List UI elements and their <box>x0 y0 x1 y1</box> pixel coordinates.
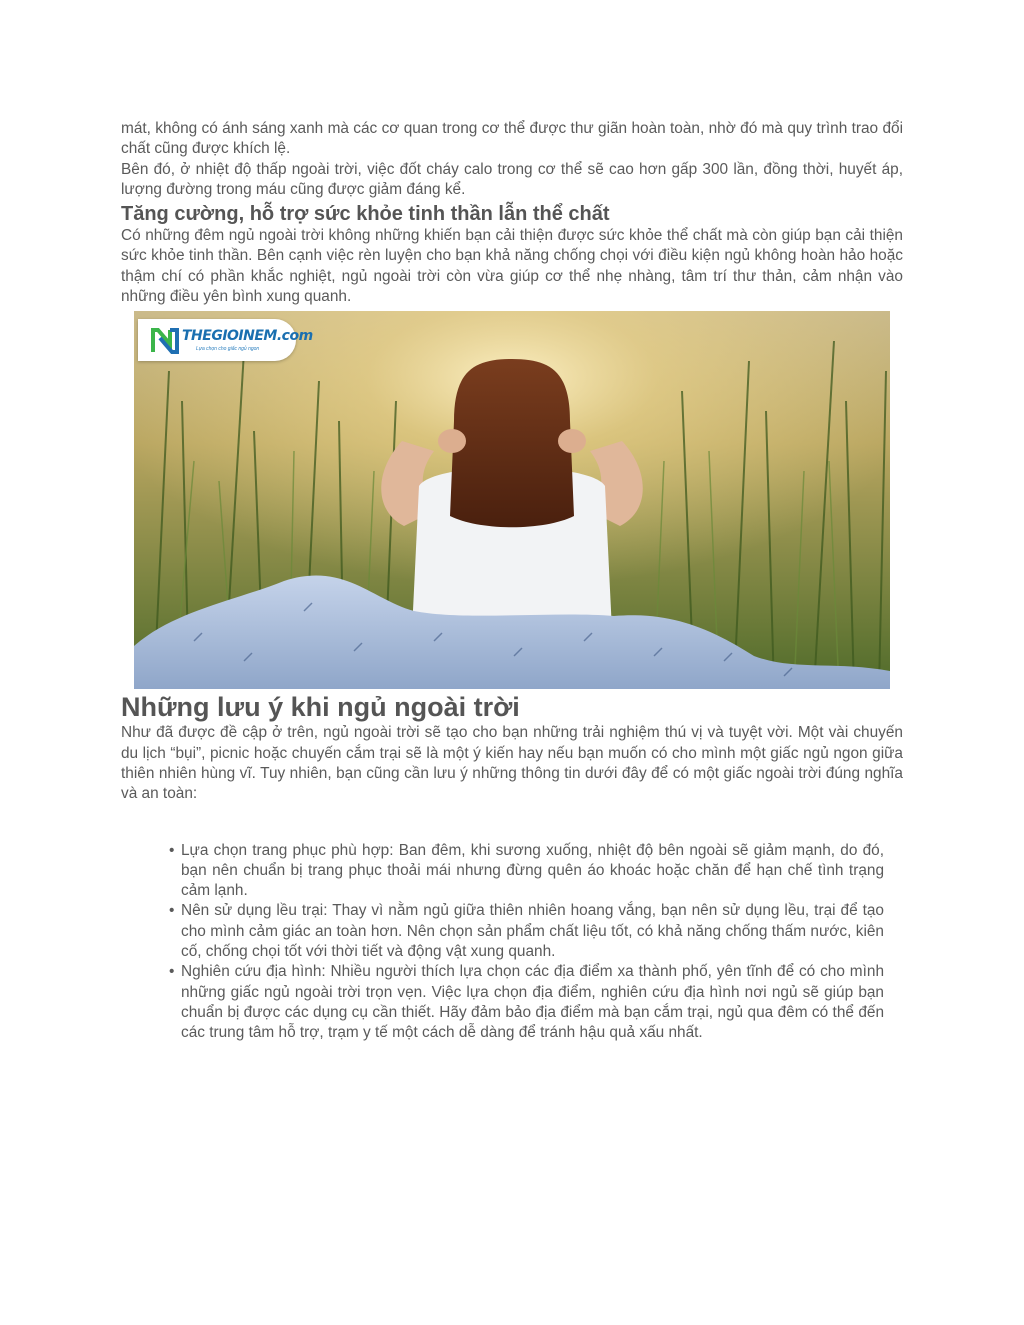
list-item: • Nghiên cứu địa hình: Nhiều người thích lựa chọn các địa điểm xa thành phố, yên tĩnh để có cho mình những giấc ngủ ngoài trời trọn vẹn. Việc lựa chọn địa điểm, nghiên cứu địa hình nơi ngủ sẽ giúp bạn chuẩn bị được các dụng cụ cần thiết. Hãy đảm bảo địa điểm mà bạn cắm trại, ngủ qua đêm có thể đến các trung tâm hỗ trợ, trạm y tế một cách dễ dàng để tránh hậu quả xấu nhất. <box>169 963 884 1042</box>
logo-wordmark: THEGIOINEM.com <box>182 328 313 345</box>
bullet-icon: • <box>169 902 175 920</box>
section-paragraph-mental-physical-health: Có những đêm ngủ ngoài trời không những khiến bạn cải thiện được sức khỏe thể chất mà còn giúp bạn cải thiện sức khỏe tinh thần. Bên cạnh việc rèn luyện cho bạn khả năng chống chọi với điều kiện ngủ không hoàn hảo hoặc thậm chí có phần khắc nghiệt, ngủ ngoài trời còn vừa giúp cơ thể nhẹ nhàng, tâm trí thư thản, cảm nhận vào những điều yên bình xung quanh. <box>121 227 903 306</box>
photo-illustration <box>134 311 890 689</box>
section-heading-outdoor-sleep-notes: Những lưu ý khi ngủ ngoài trời <box>121 692 520 723</box>
woman-in-grass-photo <box>134 311 890 689</box>
logo-n-icon <box>150 326 180 354</box>
notes-list <box>121 841 884 1044</box>
bullet-icon: • <box>169 841 175 859</box>
thegioinem-logo <box>138 319 313 361</box>
intro-paragraph-1: mát, không có ánh sáng xanh mà các cơ quan trong cơ thể được thư giãn hoàn toàn, nhờ đó mà quy trình trao đổi chất cũng được khích lệ. <box>121 120 903 158</box>
section-paragraph-outdoor-sleep-notes: Như đã được đề cập ở trên, ngủ ngoài trời sẽ tạo cho bạn những trải nghiệm thú vị và tuyệt vời. Một vài chuyến du lịch “bụi”, picnic hoặc chuyến cắm trại sẽ là một ý kiến hay nếu bạn muốn có cho mình một giấc ngủ ngon giữa thiên nhiên hùng vĩ. Tuy nhiên, bạn cũng cần lưu ý những thông tin dưới đây để có một giấc ngoài trời đúng nghĩa và an toàn: <box>121 724 903 803</box>
list-item: • Nên sử dụng lều trại: Thay vì nằm ngủ giữa thiên nhiên hoang vắng, bạn nên sử dụng lều, trại để tạo cho mình cảm giác an toàn hơn. Nên chọn sản phẩm chất liệu tốt, có khả năng chống thấm nước, kiên cố, chống chọi tốt với thời tiết và động vật xung quanh. <box>169 902 884 961</box>
logo-tagline: Lựa chọn cho giấc ngủ ngon <box>196 346 260 353</box>
intro-paragraph-2: Bên đó, ở nhiệt độ thấp ngoài trời, việc đốt cháy calo trong cơ thể sẽ cao hơn gấp 300 lần, đồng thời, huyết áp, lượng đường trong máu cũng được giảm đáng kể. <box>121 160 903 198</box>
section-heading-mental-physical-health: Tăng cường, hỗ trợ sức khỏe tinh thần lẫn thể chất <box>121 203 610 226</box>
bullet-icon: • <box>169 963 175 981</box>
document-content <box>121 119 903 1044</box>
list-item: • Lựa chọn trang phục phù hợp: Ban đêm, khi sương xuống, nhiệt độ bên ngoài sẽ giảm mạnh, do đó, bạn nên chuẩn bị trang phục thoải mái nhưng đừng quên áo khoác hoặc chăn để hạn chế tình trạng cảm lạnh. <box>169 841 884 900</box>
